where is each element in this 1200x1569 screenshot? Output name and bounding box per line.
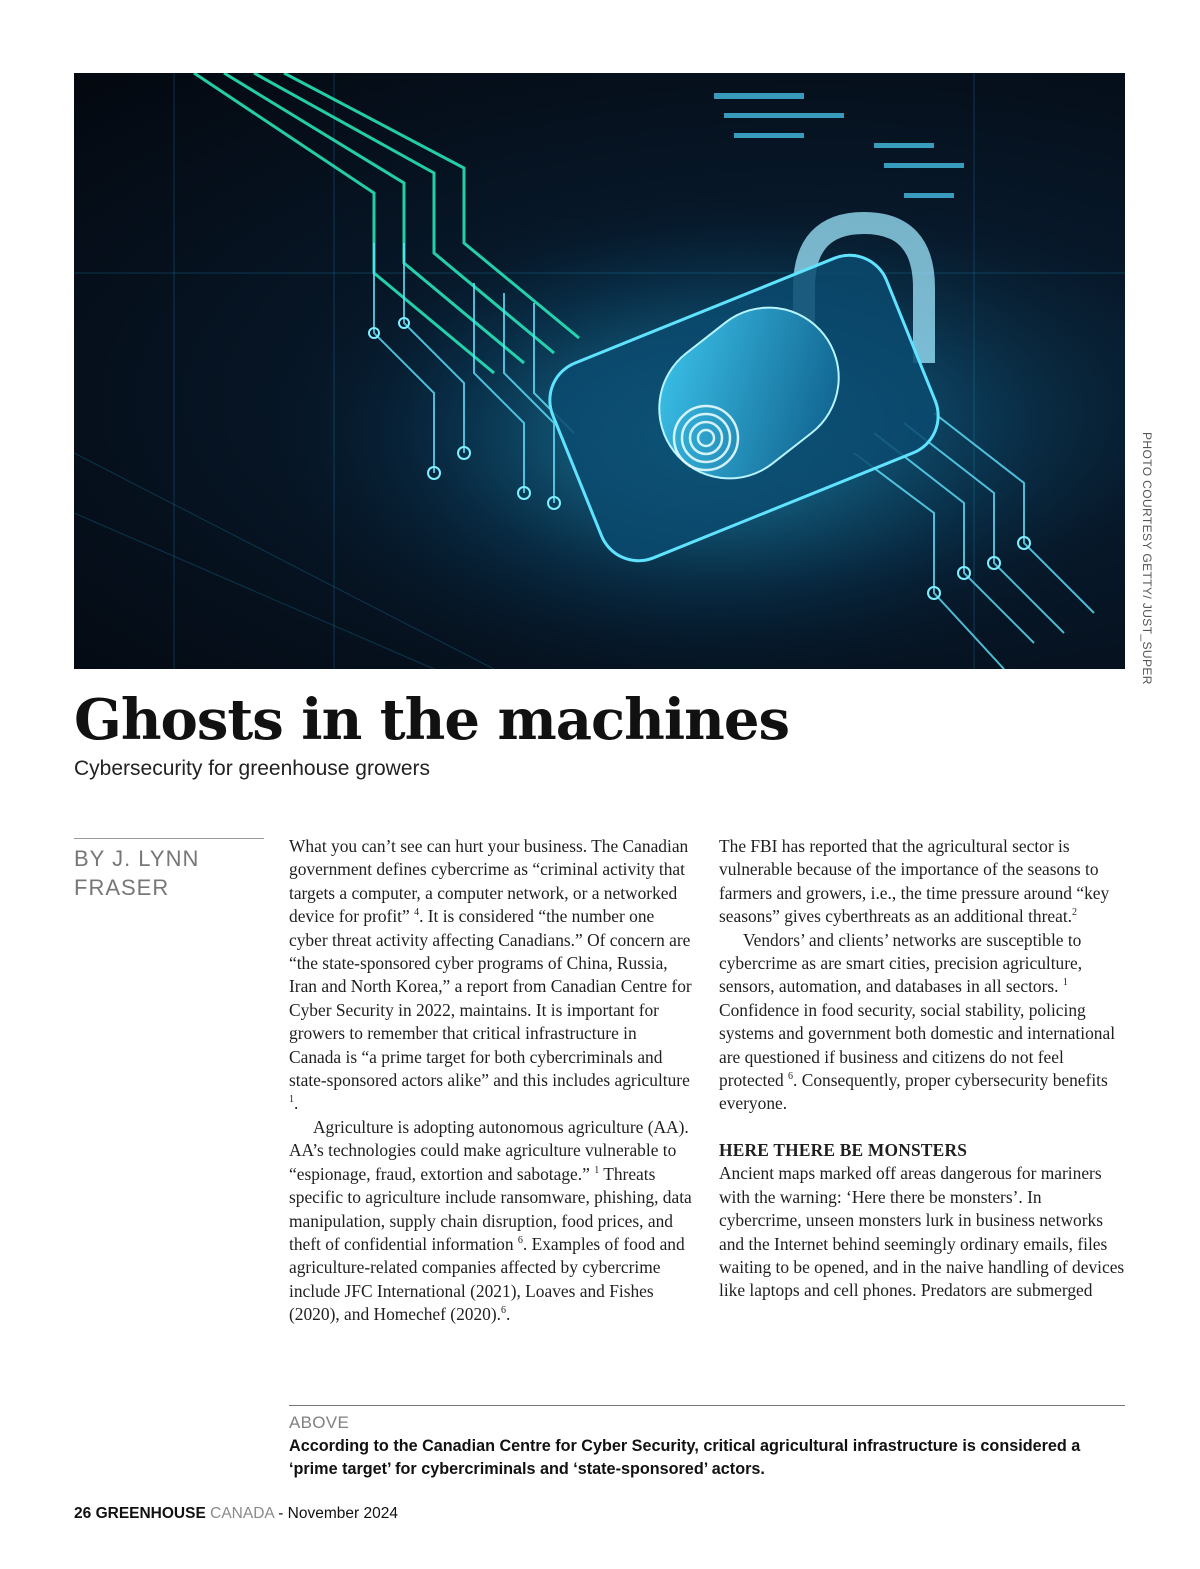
footer-separator: - (278, 1505, 284, 1522)
byline-divider (74, 838, 264, 839)
magazine-region: CANADA (210, 1505, 274, 1522)
body-paragraph: Ancient maps marked off areas dangerous for mariners with the warning: ‘Here there be monsters’. In cybercrime, unseen monsters lurk in business networks and the Internet behind seemingly ordinary emails, files waiting to be opened, and in the naive handling of devices like laptops and cell phones. Predators are submerged (719, 1163, 1125, 1301)
body-paragraph: The FBI has reported that the agricultural sector is vulnerable because of the importance of the seasons to farmers and growers, i.e., the time pressure around “key seasons” gives cyberthreats as an additional threat.$^2$ (719, 836, 1110, 927)
byline: BY J. LYNN FRASER (74, 846, 200, 900)
article-subtitle: Cybersecurity for greenhouse growers (74, 757, 430, 780)
caption-divider (289, 1405, 1125, 1406)
padlock-fingerprint-icon (74, 73, 1125, 669)
section-subhead: HERE THERE BE MONSTERS (719, 1139, 968, 1160)
hero-image (74, 73, 1125, 669)
page-number: 26 (74, 1505, 92, 1522)
body-column-right (719, 835, 1125, 1303)
photo-caption: According to the Canadian Centre for Cyber Security, critical agricultural infrastructure is considered a ‘prime target’ for cybercriminals and ‘state-sponsored’ actors. (289, 1437, 1081, 1478)
body-paragraph: What you can’t see can hurt your business. The Canadian government defines cybercrime as “criminal activity that targets a computer, a computer network, or a networked device for profit” $^4$. It is considered “the number one cyber threat activity affecting Canadians.” Of concern are “the state-sponsored cyber programs of China, Russia, Iran and North Korea,” a report from Canadian Centre for Cyber Security in 2022, maintains. It is important for growers to remember that critical infrastructure in Canada is “a prime target for both cybercriminals and state-sponsored actors alike” and this includes agriculture $^1$. (289, 836, 692, 1114)
article-title: Ghosts in the machines (74, 687, 789, 753)
page-footer (74, 1505, 398, 1523)
body-paragraph: Vendors’ and clients’ networks are susceptible to cybercrime as are smart cities, precision agriculture, sensors, automation, and databases in all sectors. $^1$ Confidence in food security, social stability, policing systems and government both domestic and international are questioned if business and citizens do not feel protected $^6$. Consequently, proper cybersecurity benefits everyone. (719, 929, 1116, 1114)
body-column-left (289, 835, 693, 1327)
magazine-name: GREENHOUSE (95, 1505, 206, 1522)
photo-credit: PHOTO COURTESY GETTY/ JUST_SUPER (1140, 432, 1154, 685)
caption-label: ABOVE (289, 1413, 350, 1432)
issue-date: November 2024 (287, 1505, 398, 1522)
body-paragraph: Agriculture is adopting autonomous agriculture (AA). AA’s technologies could make agriculture vulnerable to “espionage, fraud, extortion and sabotage.” $^1$ Threats specific to agriculture include ransomware, phishing, data manipulation, supply chain disruption, food prices, and theft of confidential information $^6$. Examples of food and agriculture-related companies affected by cybercrime include JFC International (2021), Loaves and Fishes (2020), and Homechef (2020).$^6$. (289, 1116, 692, 1325)
